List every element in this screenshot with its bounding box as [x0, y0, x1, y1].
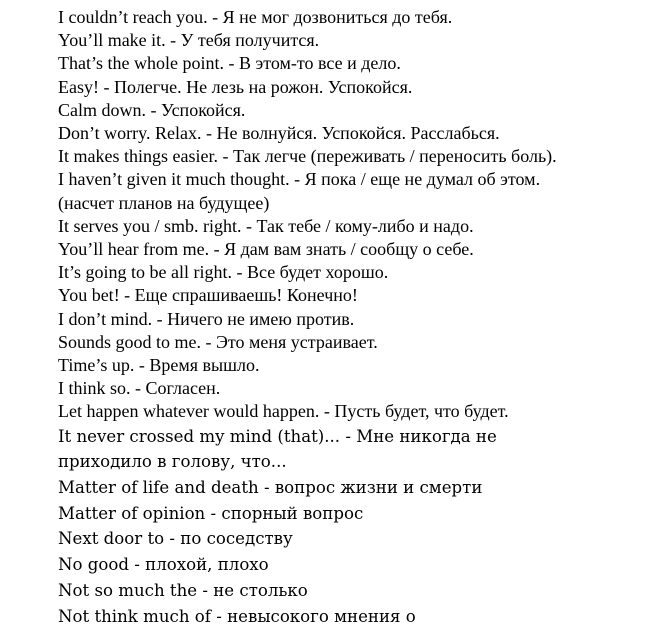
phrase-list-part-1 — [58, 6, 658, 424]
phrase-line: You bet! - Еще спрашиваешь! Конечно! — [58, 285, 358, 306]
phrase-line: No good - плохой, плохо — [58, 555, 269, 575]
phrase-line: It serves you / smb. right. - Так тебе / кому-либо и надо. — [58, 215, 474, 236]
phrase-line: Time’s up. - Время вышло. — [58, 355, 260, 376]
phrase-line: That’s the whole point. - В этом-то все и дело. — [58, 53, 401, 74]
phrase-line: It’s going to be all right. - Все будет хорошо. — [58, 262, 389, 283]
phrase-line-continuation: приходило в голову, что... — [58, 452, 287, 472]
phrase-list-part-2 — [58, 425, 658, 629]
phrase-line: Easy! - Полегче. Не лезь на рожон. Успокойся. — [58, 76, 413, 97]
phrase-line: I haven’t given it much thought. - Я пока / еще не думал об этом. — [58, 169, 541, 190]
phrase-line: You’ll make it. - У тебя получится. — [58, 30, 320, 51]
phrase-line: Matter of life and death - вопрос жизни и смерти — [58, 478, 483, 498]
phrase-line: I don’t mind. - Ничего не имею против. — [58, 308, 355, 329]
phrase-line: I think so. - Согласен. — [58, 378, 221, 399]
phrase-line-continuation: (насчет планов на будущее) — [58, 192, 270, 213]
phrase-line: Don’t worry. Relax. - Не волнуйся. Успокойся. Расслабься. — [58, 123, 500, 144]
phrase-line: Calm down. - Успокойся. — [58, 99, 246, 120]
phrase-line: You’ll hear from me. - Я дам вам знать / сообщу о себе. — [58, 239, 474, 260]
phrase-line: Not think much of - невысокого мнения о — [58, 606, 416, 626]
phrase-line: It makes things easier. - Так легче (переживать / переносить боль). — [58, 146, 557, 167]
phrase-line: Next door to - по соседству — [58, 529, 293, 549]
phrase-line: Sounds good to me. - Это меня устраивает. — [58, 331, 378, 352]
phrase-line: Matter of opinion - спорный вопрос — [58, 503, 364, 523]
phrase-line: Not so much the - не столько — [58, 580, 308, 600]
phrase-line: It never crossed my mind (that)... - Мне никогда не — [58, 426, 497, 446]
phrase-line: I couldn’t reach you. - Я не мог дозвониться до тебя. — [58, 7, 453, 27]
phrase-document — [58, 6, 658, 629]
phrase-line: Let happen whatever would happen. - Пусть будет, что будет. — [58, 401, 509, 422]
